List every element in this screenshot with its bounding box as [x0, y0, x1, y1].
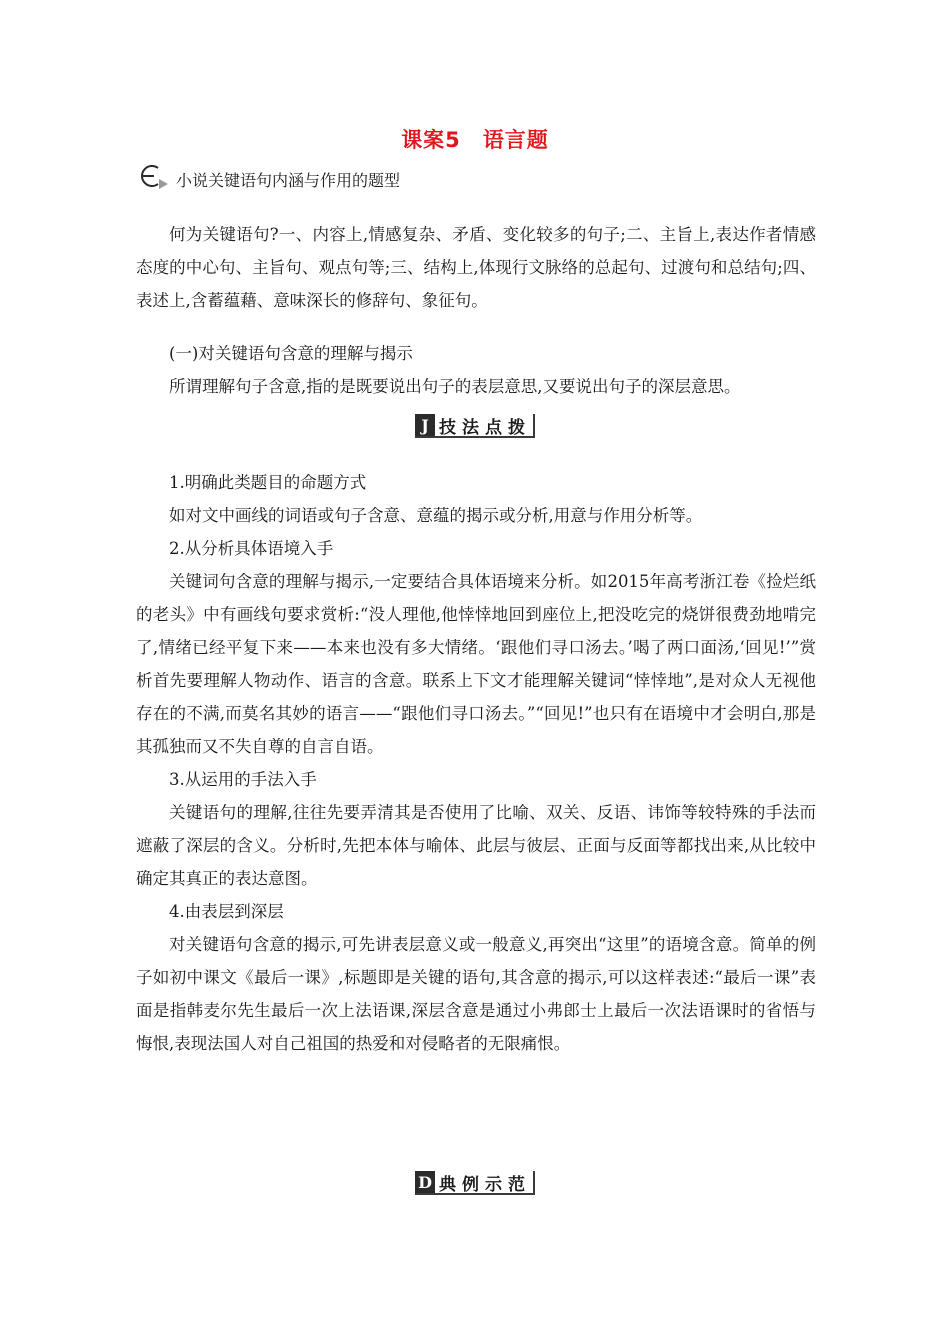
technique-banner	[0, 414, 950, 438]
method-paragraph: 关键语句的理解,往往先要弄清其是否使用了比喻、双关、反语、讳饰等较特殊的手法而遮蔽了深层的含义。分析时,先把本体与喻体、此层与彼层、正面与反面等都找出来,从比较中确定其真正的表达意图。	[136, 803, 816, 888]
title-lesson-number: 课案5	[401, 128, 461, 152]
sub-paragraph: 所谓理解句子含意,指的是既要说出句子的表层意思,又要说出句子的深层意思。	[169, 377, 741, 396]
section-heading	[136, 162, 400, 192]
intro-paragraph: 何为关键语句?一、内容上,情感复杂、矛盾、变化较多的句子;二、主旨上,表达作者情感态度的中心句、主旨句、观点句等;三、结构上,体现行文脉络的总起句、过渡句和总结句;四、表述上,含蓄蕴藉、意味深长的修辞句、象征句。	[136, 225, 816, 310]
method-heading: 4.由表层到深层	[169, 902, 284, 921]
banner-title: 典例示范	[439, 1174, 531, 1195]
banner-title: 技法点拨	[439, 417, 531, 438]
method-heading: 1.明确此类题目的命题方式	[169, 473, 367, 492]
intro-block	[136, 218, 816, 317]
sub-section-block	[136, 337, 816, 403]
method-paragraph: 关键词句含意的理解与揭示,一定要结合具体语境来分析。如2015年高考浙江卷《捡烂纸的老头》中有画线句要求赏析:“没人理他,他悻悻地回到座位上,把没吃完的烧饼很费劲地啃完了,情绪已经平复下来——本来也没有多大情绪。‘跟他们寻口汤去。’喝了两口面汤,‘回见!’”赏析首先要理解人物动作、语言的含意。联系上下文才能理解关键词“悻悻地”,是对众人无视他存在的不满,而莫名其妙的语言——“跟他们寻口汤去。”“回见!”也只有在语境中才会明白,那是其孤独而又不失自尊的自言自语。	[136, 572, 816, 756]
example-banner	[0, 1171, 950, 1195]
section-label: 小说关键语句内涵与作用的题型	[176, 170, 401, 190]
circle-number-one-icon	[136, 162, 174, 192]
method-heading: 2.从分析具体语境入手	[169, 539, 334, 558]
method-paragraph: 对关键语句含意的揭示,可先讲表层意义或一般意义,再突出“这里”的语境含意。简单的例子如初中课文《最后一课》,标题即是关键的语句,其含意的揭示,可以这样表述:“最后一课”表面是指韩麦尔先生最后一次上法语课,深层含意是通过小弗郎士上最后一次法语课时的省悟与悔恨,表现法国人对自己祖国的热爱和对侵略者的无限痛恨。	[136, 935, 816, 1053]
title-topic: 语言题	[482, 128, 549, 152]
method-heading: 3.从运用的手法入手	[169, 770, 317, 789]
sub-heading: (一)对关键语句含意的理解与揭示	[169, 344, 413, 363]
banner-letter-badge: J	[415, 414, 435, 436]
method-paragraph: 如对文中画线的词语或句子含意、意蕴的揭示或分析,用意与作用分析等。	[169, 506, 703, 525]
banner-letter-badge: D	[415, 1171, 435, 1193]
page-title	[0, 124, 950, 154]
methods-block	[136, 466, 816, 1060]
